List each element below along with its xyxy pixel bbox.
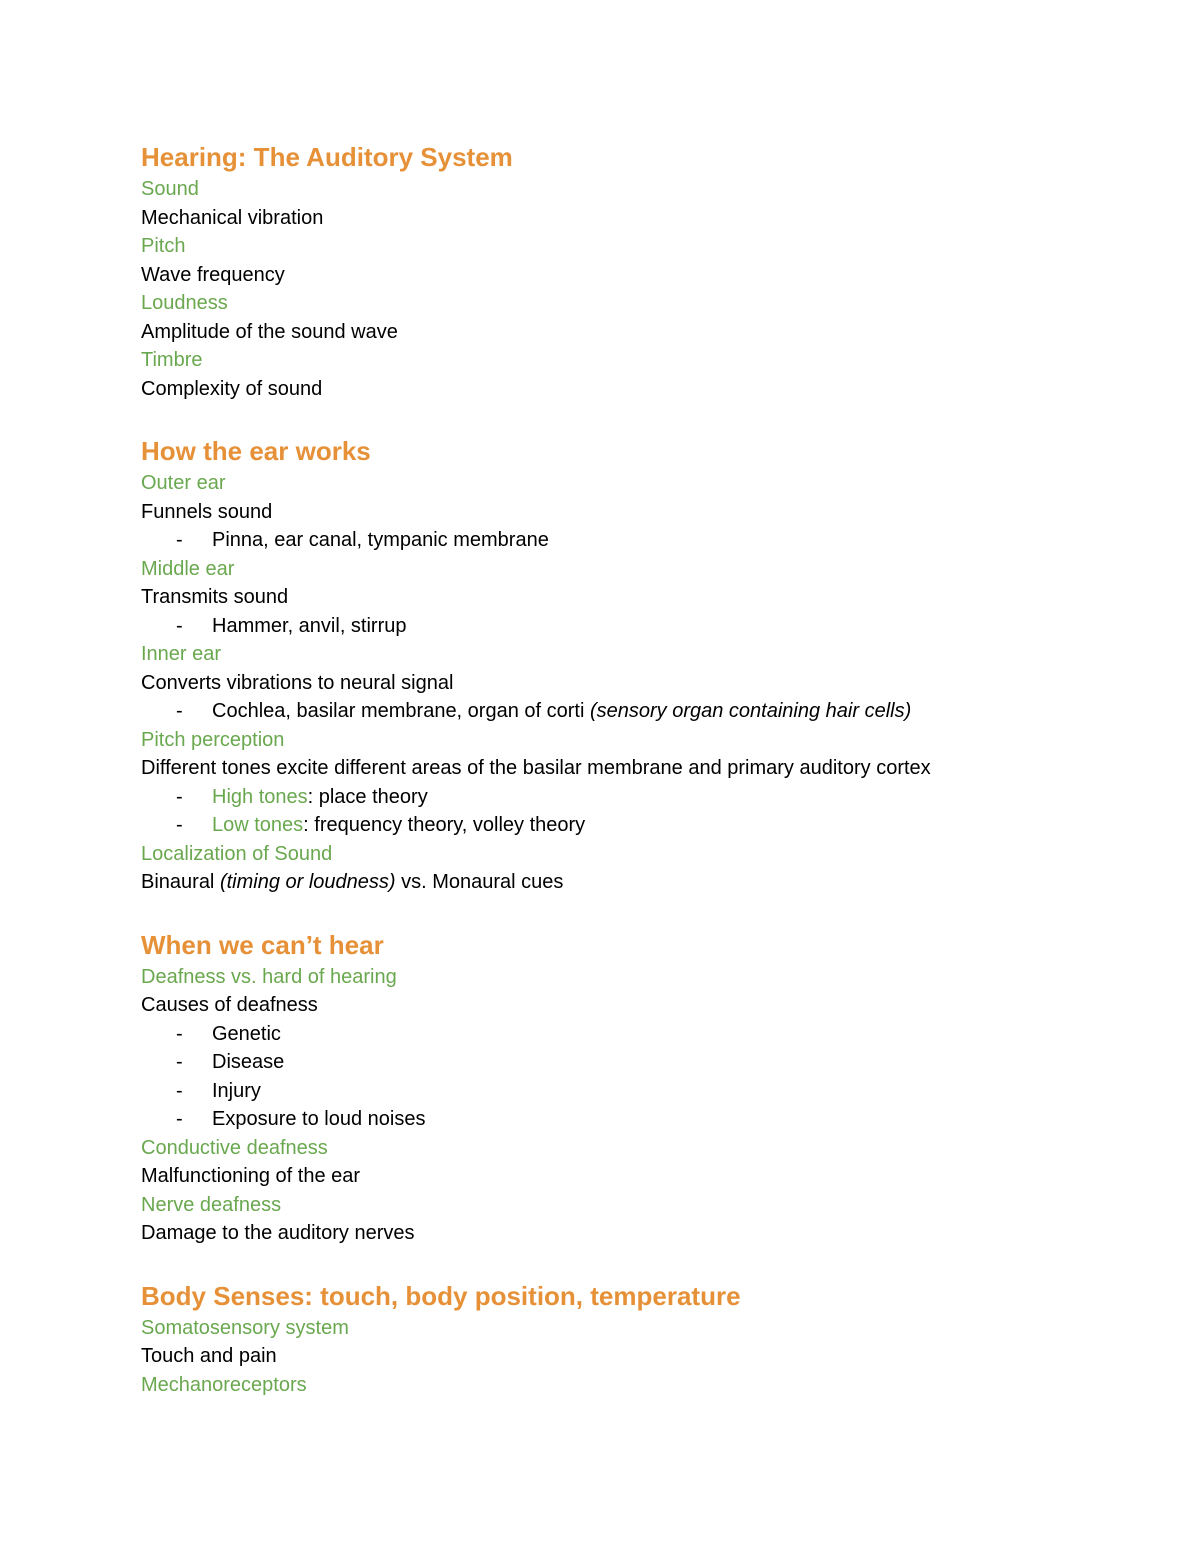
dash-bullet-icon: -: [176, 1079, 183, 1102]
term-label: Conductive deafness: [141, 1136, 328, 1159]
definition-text: [141, 204, 1101, 233]
term-label: Loudness: [141, 292, 228, 314]
dash-bullet-icon: -: [176, 1108, 183, 1130]
definition-text: [141, 583, 1101, 612]
section-heading: Hearing: The Auditory System: [141, 142, 513, 172]
bullet-text: Genetic: [212, 1022, 281, 1045]
bullet-text: : frequency theory, volley theory: [303, 814, 586, 836]
bullet-item: [141, 1105, 1101, 1134]
definition-text-span: Malfunctioning of the ear: [141, 1165, 361, 1187]
bullet-text: Hammer, anvil, stirrup: [212, 614, 407, 637]
term-label: Sound: [141, 178, 199, 200]
section-heading: How the ear works: [141, 436, 371, 466]
section-spacer: [141, 1248, 1101, 1278]
term-label: Somatosensory system: [141, 1316, 349, 1339]
term-label: Deafness vs. hard of hearing: [141, 965, 397, 988]
term-label: Mechanoreceptors: [141, 1373, 307, 1396]
dash-bullet-icon: -: [176, 1022, 183, 1045]
definition-text-span: Complexity of sound: [141, 377, 323, 400]
bullet-item: [141, 612, 1101, 641]
section-heading: Body Senses: touch, body position, temperature: [141, 1280, 741, 1311]
bullet-item: [141, 783, 1101, 812]
term-label: Inner ear: [141, 643, 222, 665]
definition-text-span: Touch and pain: [141, 1345, 277, 1367]
definition-text-span: Damage to the auditory nerves: [141, 1222, 415, 1244]
section: [141, 433, 1101, 897]
bullet-item: [141, 526, 1101, 555]
definition-text-span: Causes of deafness: [141, 994, 318, 1016]
term-label: Nerve deafness: [141, 1193, 282, 1216]
section-spacer: [141, 403, 1101, 433]
bullet-text: : place theory: [307, 785, 428, 808]
definition-text-span: Funnels sound: [141, 500, 273, 523]
bullet-item: [141, 1020, 1101, 1049]
bullet-text: Injury: [212, 1079, 261, 1102]
definition-text-span: Different tones excite different areas of the basilar membrane and primary auditory cortex: [141, 757, 931, 779]
bullet-text: Pinna, ear canal, tympanic membrane: [212, 529, 549, 551]
bullet-text: Cochlea, basilar membrane, organ of corti: [212, 700, 590, 722]
document-page: [141, 139, 1101, 1399]
definition-text: [141, 991, 1101, 1020]
definition-text: [141, 318, 1101, 347]
dash-bullet-icon: -: [176, 529, 183, 551]
definition-text: [141, 498, 1101, 527]
italic-note: (timing or loudness): [219, 871, 396, 893]
dash-bullet-icon: -: [176, 614, 183, 637]
bullet-term: High tones: [212, 785, 308, 808]
italic-note: (sensory organ containing hair cells): [589, 700, 912, 722]
definition-text: [141, 1219, 1101, 1248]
bullet-term: Low tones: [212, 814, 304, 836]
term-label: Pitch: [141, 235, 186, 257]
definition-text: [141, 669, 1101, 698]
term-label: Localization of Sound: [141, 842, 333, 865]
definition-text: [141, 1342, 1101, 1371]
term-label: Outer ear: [141, 472, 226, 494]
bullet-text: Disease: [212, 1051, 285, 1073]
definition-text: [141, 1162, 1101, 1191]
term-label: Pitch perception: [141, 728, 285, 751]
section: [141, 139, 1101, 403]
term-label: Timbre: [141, 349, 203, 371]
section: [141, 927, 1101, 1248]
definition-text: [141, 868, 1101, 897]
bullet-item: [141, 1048, 1101, 1077]
bullet-item: [141, 697, 1101, 726]
definition-text-span: Transmits sound: [141, 586, 289, 608]
section-heading: When we can’t hear: [141, 929, 384, 960]
definition-text-span: Converts vibrations to neural signal: [141, 671, 454, 694]
definition-text-after: vs. Monaural cues: [395, 871, 564, 893]
definition-text: [141, 754, 1101, 783]
section: [141, 1278, 1101, 1400]
dash-bullet-icon: -: [176, 1051, 183, 1073]
bullet-item: [141, 1077, 1101, 1106]
definition-text: [141, 261, 1101, 290]
definition-text-span: Mechanical vibration: [141, 206, 324, 229]
definition-text: [141, 375, 1101, 404]
definition-text-span: Wave frequency: [141, 263, 285, 286]
dash-bullet-icon: -: [176, 785, 183, 808]
section-spacer: [141, 897, 1101, 927]
term-label: Middle ear: [141, 557, 235, 580]
bullet-item: [141, 811, 1101, 840]
definition-text-span: Amplitude of the sound wave: [141, 320, 398, 343]
bullet-text: Exposure to loud noises: [212, 1108, 426, 1130]
definition-text-span: Binaural: [141, 871, 220, 893]
dash-bullet-icon: -: [176, 814, 183, 836]
dash-bullet-icon: -: [176, 700, 183, 722]
